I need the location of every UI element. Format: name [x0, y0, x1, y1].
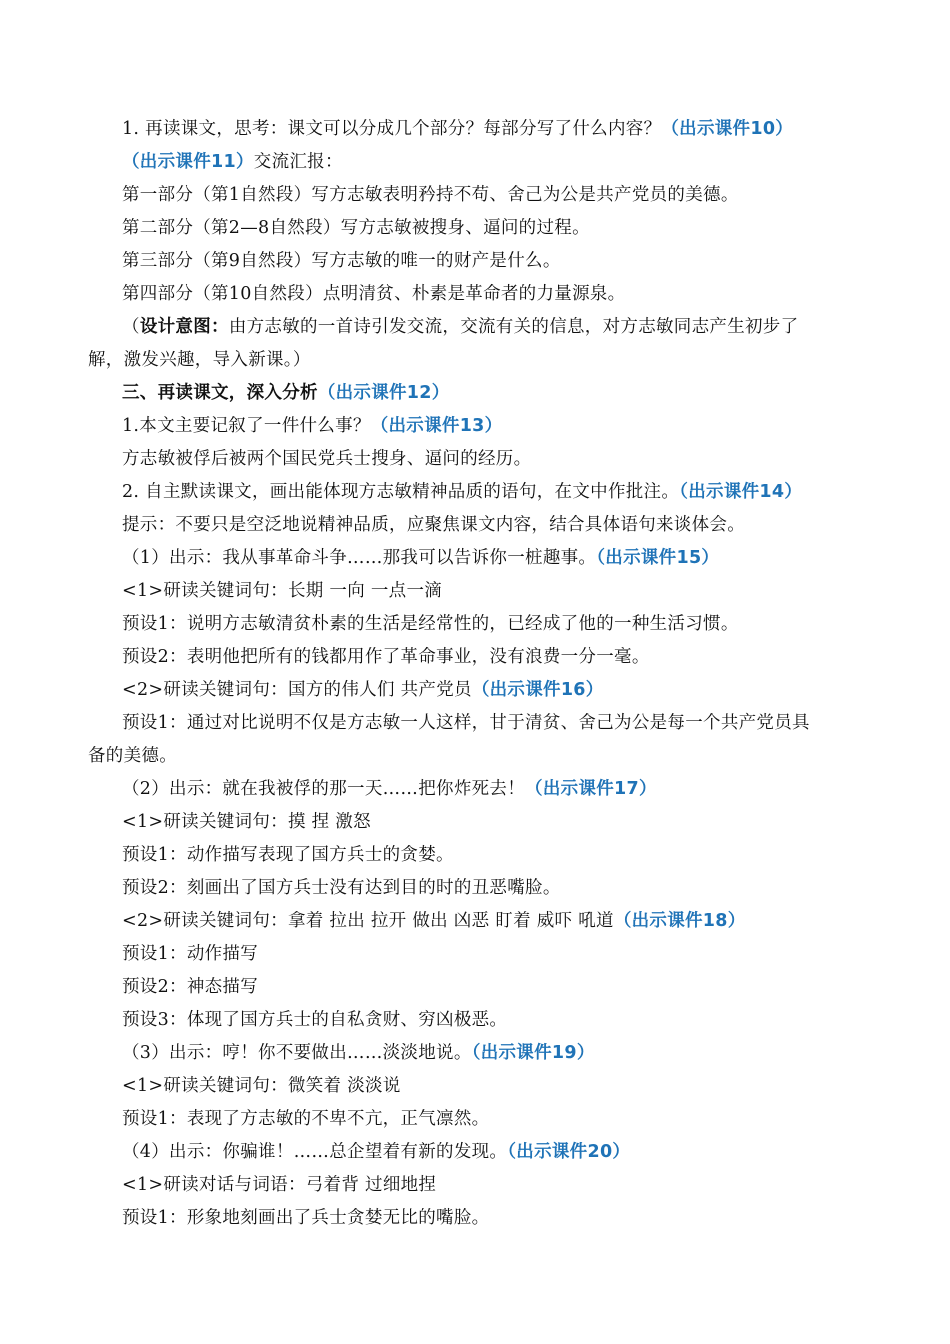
- exchange-line: （出示课件11）交流汇报：: [122, 152, 343, 172]
- show-4-line: （4）出示：你骗谁！……总企望着有新的发现。（出示课件20）: [122, 1142, 631, 1162]
- keywords-line: <1>研读对话与词语：弓着背 过细地捏: [122, 1175, 437, 1195]
- show-2-line: （2）出示：就在我被俘的那一天……把你炸死去！（出示课件17）: [122, 779, 657, 799]
- preset-line: 预设1：表现了方志敏的不卑不亢，正气凛然。: [122, 1109, 490, 1129]
- preset-line: 预设1：动作描写表现了国方兵士的贪婪。: [122, 845, 454, 865]
- keywords-line: <1>研读关键词句：长期 一向 一点一滴: [122, 581, 443, 601]
- show-1-line: （1）出示：我从事革命斗争……那我可以告诉你一桩趣事。（出示课件15）: [122, 548, 720, 568]
- courseware-ref: （出示课件12）: [317, 383, 450, 403]
- question-main-event: 1.本文主要记叙了一件什么事？（出示课件13）: [122, 416, 503, 436]
- hint-line: 提示：不要只是空泛地说精神品质，应聚焦课文内容，结合具体语句来谈体会。: [122, 515, 745, 535]
- preset-line: 预设3：体现了国方兵士的自私贪财、穷凶极恶。: [122, 1010, 508, 1030]
- part-2-line: 第二部分（第2—8自然段）写方志敏被搜身、逼问的过程。: [122, 218, 590, 238]
- design-intent-line: （设计意图：由方志敏的一首诗引发交流，交流有关的信息，对方志敏同志产生初步了: [122, 317, 799, 337]
- courseware-ref: （出示课件20）: [507, 1142, 631, 1162]
- show-3-line: （3）出示：哼！你不要做出……淡淡地说。（出示课件19）: [122, 1043, 595, 1063]
- preset-line: 预设1：动作描写: [122, 944, 259, 964]
- courseware-ref: （出示课件16）: [471, 680, 604, 700]
- courseware-ref: （出示课件10）: [661, 119, 794, 139]
- courseware-ref: （出示课件11）: [122, 152, 254, 172]
- keywords-line: <2>研读关键词句：拿着 拉出 拉开 做出 凶恶 盯着 威吓 吼道（出示课件18）: [122, 911, 746, 931]
- preset-line-cont: 备的美德。: [88, 746, 177, 766]
- preset-line: 预设2：表明他把所有的钱都用作了革命事业，没有浪费一分一毫。: [122, 647, 650, 667]
- answer-main-event: 方志敏被俘后被两个国民党兵士搜身、逼问的经历。: [122, 449, 532, 469]
- question-1-line: 1. 再读课文，思考：课文可以分成几个部分？每部分写了什么内容？（出示课件10）: [122, 119, 794, 139]
- courseware-ref: （出示课件14）: [679, 482, 803, 502]
- preset-line: 预设2：神态描写: [122, 977, 259, 997]
- keywords-line: <1>研读关键词句：微笑着 淡淡说: [122, 1076, 401, 1096]
- part-4-line: 第四部分（第10自然段）点明清贫、朴素是革命者的力量源泉。: [122, 284, 626, 304]
- section-3-heading: 三、再读课文，深入分析（出示课件12）: [122, 383, 450, 403]
- question-2-line: 2. 自主默读课文，画出能体现方志敏精神品质的语句，在文中作批注。（出示课件14）: [122, 482, 803, 502]
- preset-line: 预设1：形象地刻画出了兵士贪婪无比的嘴脸。: [122, 1208, 490, 1228]
- courseware-ref: （出示课件19）: [471, 1043, 595, 1063]
- courseware-ref: （出示课件18）: [613, 911, 746, 931]
- design-intent-line-2: 解，激发兴趣，导入新课。）: [88, 350, 311, 370]
- keywords-line: <1>研读关键词句：摸 捏 激怒: [122, 812, 371, 832]
- preset-line: 预设2：刻画出了国方兵士没有达到目的时的丑恶嘴脸。: [122, 878, 561, 898]
- preset-line: 预设1：说明方志敏清贫朴素的生活是经常性的，已经成了他的一种生活习惯。: [122, 614, 739, 634]
- part-1-line: 第一部分（第1自然段）写方志敏表明矜持不苟、舍己为公是共产党员的美德。: [122, 185, 739, 205]
- courseware-ref: （出示课件15）: [596, 548, 720, 568]
- part-3-line: 第三部分（第9自然段）写方志敏的唯一的财产是什么。: [122, 251, 561, 271]
- courseware-ref: （出示课件13）: [370, 416, 503, 436]
- keywords-line: <2>研读关键词句：国方的伟人们 共产党员（出示课件16）: [122, 680, 604, 700]
- preset-line: 预设1：通过对比说明不仅是方志敏一人这样，甘于清贫、舍己为公是每一个共产党员具: [122, 713, 810, 733]
- courseware-ref: （出示课件17）: [525, 779, 657, 799]
